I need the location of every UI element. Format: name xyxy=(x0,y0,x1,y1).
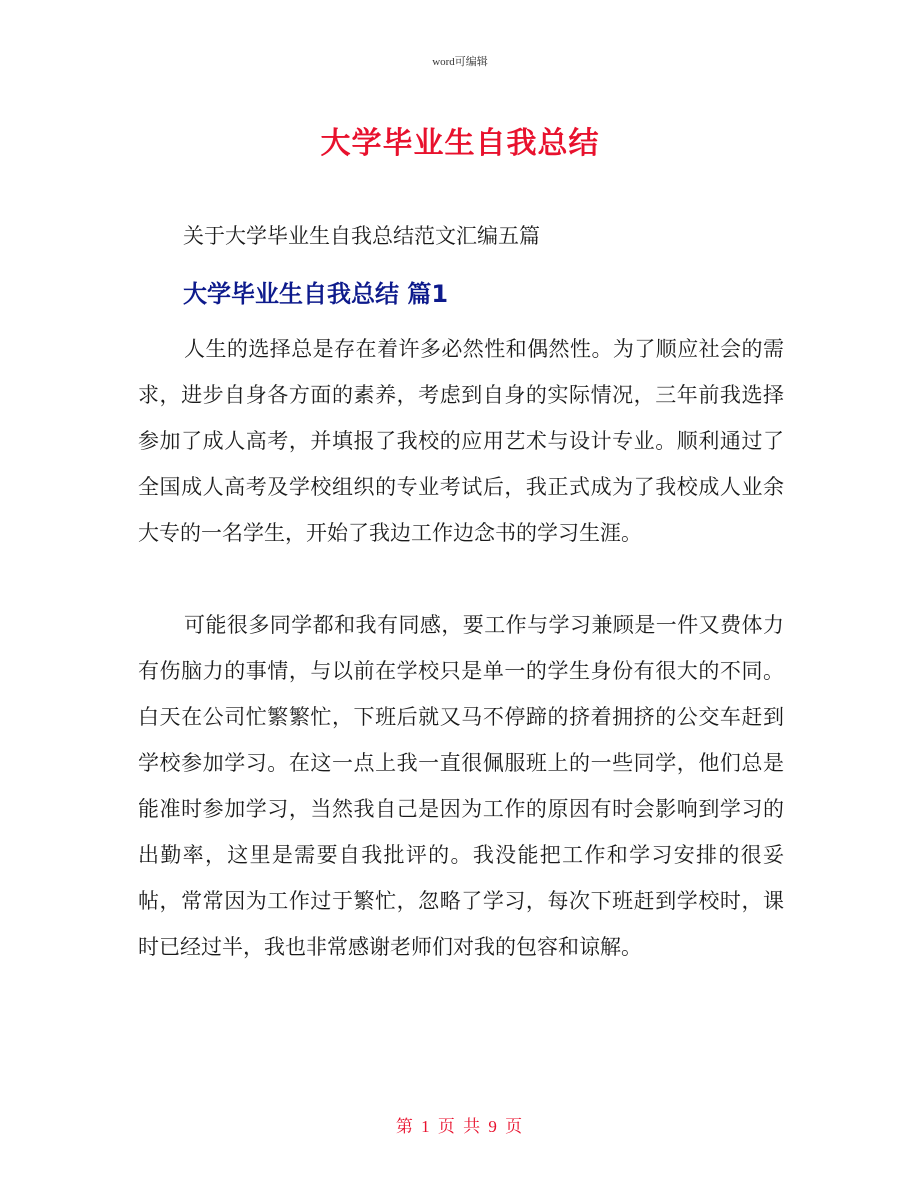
document-title: 大学毕业生自我总结 xyxy=(320,126,600,161)
body-paragraph-1: 人生的选择总是存在着许多必然性和偶然性。为了顺应社会的需求，进步自身各方面的素养，考虑到自身的实际情况，三年前我选择参加了成人高考，并填报了我校的应用艺术与设计专业。顺利通过了全国成人高考及学校组织的专业考试后，我正式成为了我校成人业余大专的一名学生，开始了我边工作边念书的学习生涯。 xyxy=(138,337,784,545)
section-heading: 大学毕业生自我总结 篇1 xyxy=(183,280,449,308)
document-subtitle: 关于大学毕业生自我总结范文汇编五篇 xyxy=(183,224,540,248)
body-paragraph-2: 可能很多同学都和我有同感，要工作与学习兼顾是一件又费体力有伤脑力的事情，与以前在学校只是单一的学生身份有很大的不同。白天在公司忙繁繁忙，下班后就又马不停蹄的挤着拥挤的公交车赶到学校参加学习。在这一点上我一直很佩服班上的一些同学，他们总是能准时参加学习，当然我自己是因为工作的原因有时会影响到学习的出勤率，这里是需要自我批评的。我没能把工作和学习安排的很妥帖，常常因为工作过于繁忙，忽略了学习，每次下班赶到学校时，课时已经过半，我也非常感谢老师们对我的包容和谅解。 xyxy=(138,613,784,959)
page-number-footer: 第 1 页 共 9 页 xyxy=(395,1117,525,1136)
header-note: word可编辑 xyxy=(432,56,488,68)
